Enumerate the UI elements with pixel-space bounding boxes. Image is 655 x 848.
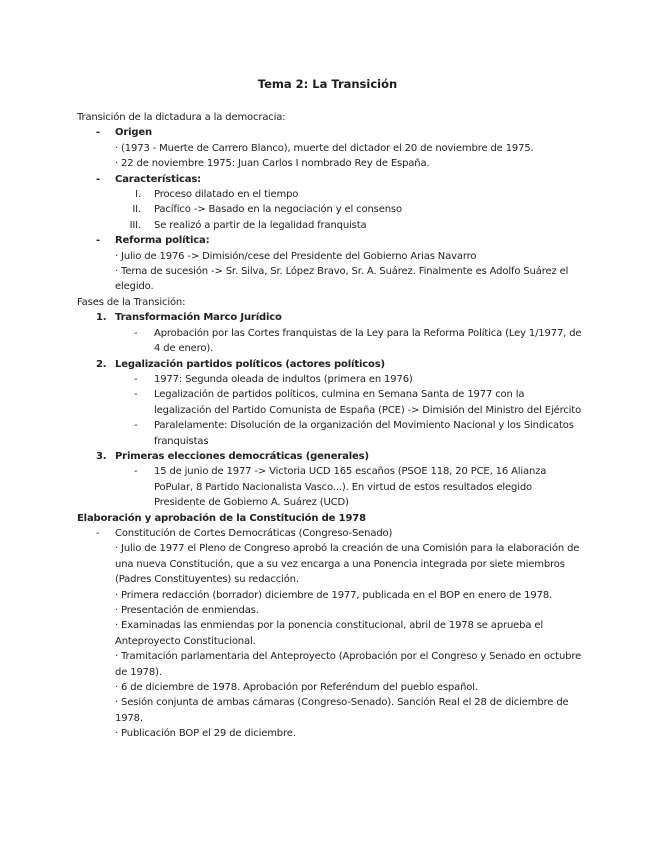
caracteristicas-label: Características: bbox=[115, 173, 202, 185]
fase-heading bbox=[77, 357, 582, 372]
dash-marker: - bbox=[96, 173, 101, 185]
list-item bbox=[77, 387, 582, 418]
fase-number: 2. bbox=[96, 358, 107, 370]
fase-number: 1. bbox=[96, 312, 107, 324]
fase-heading bbox=[77, 449, 582, 464]
list-item bbox=[77, 418, 582, 449]
list-item bbox=[77, 218, 582, 233]
fase-label: Transformación Marco Jurídico bbox=[115, 312, 282, 324]
dash-marker: - bbox=[134, 327, 138, 339]
list-item-text: Legalización de partidos políticos, culmina en Semana Santa de 1977 con la legalización del Partido Comunista de España (PCE) -> Dimisión del Ministro del Ejército bbox=[154, 389, 582, 416]
dash-marker: - bbox=[134, 389, 138, 401]
list-item-text: 15 de junio de 1977 -> Victoria UCD 165 escaños (PSOE 118, 20 PCE, 16 Alianza PoPular, 8 Partido Nacionalista Vasco...). En virtud de estos resultados elegido Presidente de Gobierno A. Suárez (UCD) bbox=[154, 466, 547, 509]
constitucion-line: · Julio de 1977 el Pleno de Congreso aprobó la creación de una Comisión para la elaboración de una nueva Constitución, que a su vez encarga a una Ponencia integrada por siete miembros (Padres Constituyentes) su redacción. bbox=[115, 543, 580, 586]
constitucion-line: · Publicación BOP el 29 de diciembre. bbox=[115, 728, 296, 740]
dash-marker: - bbox=[134, 466, 138, 478]
dash-marker: - bbox=[96, 527, 100, 539]
reforma-label: Reforma política: bbox=[115, 235, 210, 247]
reforma-line: · Terna de sucesión -> Sr. Silva, Sr. López Bravo, Sr. A. Suárez. Finalmente es Adolfo Suárez el elegido. bbox=[115, 266, 569, 293]
list-item-text: Se realizó a partir de la legalidad franquista bbox=[154, 219, 367, 231]
origen-label: Origen bbox=[115, 127, 153, 139]
constitucion-line: · Tramitación parlamentaria del Anteproyecto (Aprobación por el Congreso y Senado en octubre de 1978). bbox=[115, 651, 582, 678]
constitucion-item bbox=[77, 526, 582, 541]
roman-numeral: II. bbox=[132, 204, 141, 216]
fase-number: 3. bbox=[96, 450, 107, 462]
constitucion-line: · Sesión conjunta de ambas cámaras (Congreso-Senado). Sanción Real el 28 de diciembre de 1978. bbox=[115, 697, 569, 724]
section-heading-constitucion: Elaboración y aprobación de la Constitución de 1978 bbox=[77, 512, 366, 524]
list-item-text: Paralelamente: Disolución de la organización del Movimiento Nacional y los Sindicatos franquistas bbox=[154, 420, 574, 447]
constitucion-item-label: Constitución de Cortes Democráticas (Congreso-Senado) bbox=[115, 527, 393, 539]
constitucion-line: · Presentación de enmiendas. bbox=[115, 605, 259, 616]
list-item-text: Aprobación por las Cortes franquistas de la Ley para la Reforma Política (Ley 1/1977, de 4 de enero). bbox=[154, 327, 582, 355]
reforma-line: · Julio de 1976 -> Dimisión/cese del Presidente del Gobierno Arias Navarro bbox=[115, 250, 477, 262]
fase-label: Legalización partidos políticos (actores políticos) bbox=[115, 358, 385, 370]
caracteristicas-heading bbox=[77, 172, 582, 187]
dash-marker: - bbox=[96, 127, 101, 139]
roman-numeral: III. bbox=[129, 219, 141, 231]
constitucion-line: · Examinadas las enmiendas por la ponencia constitucional, abril de 1978 se aprueba el Anteproyecto Constitucional. bbox=[115, 620, 543, 647]
dash-marker: - bbox=[96, 235, 101, 247]
roman-numeral: I. bbox=[135, 189, 141, 201]
dash-marker: - bbox=[134, 420, 138, 432]
list-item bbox=[77, 372, 582, 387]
constitucion-line: · 6 de diciembre de 1978. Aprobación por Referéndum del pueblo español. bbox=[115, 682, 478, 694]
origen-line: · (1973 - Muerte de Carrero Blanco), muerte del dictador el 20 de noviembre de 1975. bbox=[115, 142, 534, 154]
list-item-text: 1977: Segunda oleada de indultos (primera en 1976) bbox=[154, 373, 413, 385]
list-item bbox=[77, 187, 582, 202]
fase-heading bbox=[77, 310, 582, 325]
document-body bbox=[77, 110, 582, 742]
reforma-heading bbox=[77, 233, 582, 248]
constitucion-line: · Primera redacción (borrador) diciembre de 1977, publicada en el BOP en enero de 1978. bbox=[115, 589, 553, 601]
origen-line: · 22 de noviembre 1975: Juan Carlos I nombrado Rey de España. bbox=[115, 158, 430, 170]
page-title: Tema 2: La Transición bbox=[257, 77, 398, 91]
origen-heading bbox=[77, 125, 582, 140]
list-item bbox=[77, 202, 582, 217]
section-heading-transicion: Transición de la dictadura a la democracia: bbox=[77, 112, 286, 123]
list-item bbox=[77, 326, 582, 357]
dash-marker: - bbox=[134, 373, 138, 385]
list-item-text: Pacífico -> Basado en la negociación y el consenso bbox=[154, 204, 402, 216]
section-heading-fases: Fases de la Transición: bbox=[77, 296, 186, 308]
fase-label: Primeras elecciones democráticas (generales) bbox=[115, 450, 369, 462]
list-item-text: Proceso dilatado en el tiempo bbox=[154, 189, 299, 201]
list-item bbox=[77, 464, 582, 510]
